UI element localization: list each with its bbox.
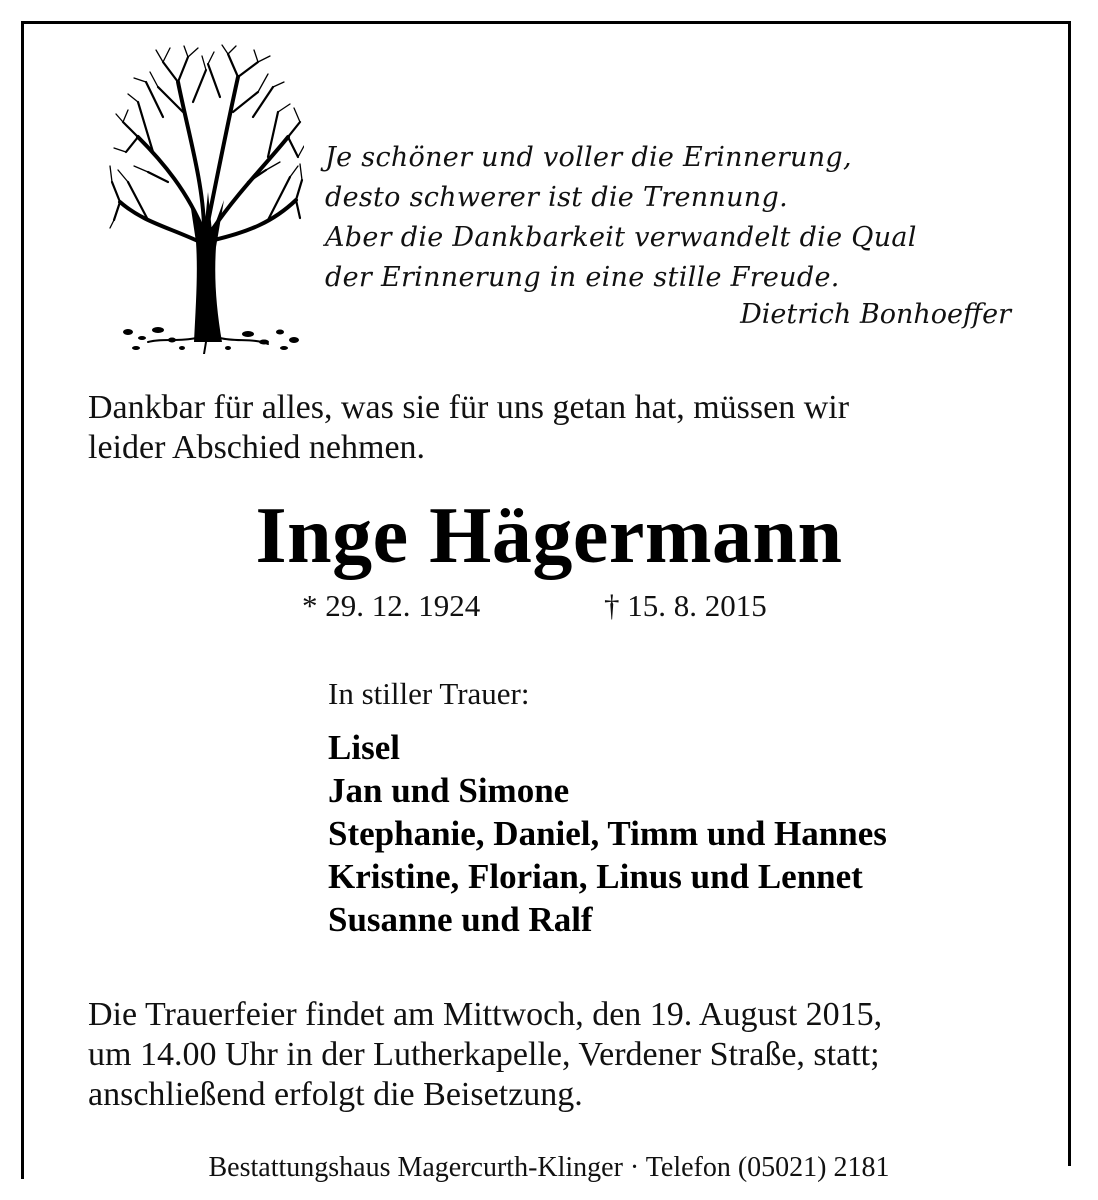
bonhoeffer-quote <box>325 138 1015 298</box>
mourner-name: Kristine, Florian, Linus und Lennet <box>328 857 863 896</box>
mourner-list <box>328 726 887 941</box>
tree-icon <box>108 42 304 354</box>
quote-line: desto schwerer ist die Trennung. <box>325 182 788 213</box>
mourner-name: Stephanie, Daniel, Timm und Hannes <box>328 814 887 853</box>
deceased-name: Inge Hägermann <box>255 492 843 580</box>
mourning-label: In stiller Trauer: <box>328 676 530 711</box>
quote-author: Dietrich Bonhoeffer <box>740 299 1011 330</box>
service-line: anschließend erfolgt die Beisetzung. <box>88 1076 583 1113</box>
service-line: Die Trauerfeier findet am Mittwoch, den 19. August 2015, <box>88 996 883 1033</box>
mourner-name: Susanne und Ralf <box>328 900 593 939</box>
death-date: † 15. 8. 2015 <box>604 588 767 623</box>
funeral-home-footer <box>0 1152 1098 1184</box>
service-info <box>88 995 1048 1115</box>
quote-line: der Erinnerung in eine stille Freude. <box>325 262 840 293</box>
birth-date: * 29. 12. 1924 <box>302 588 481 623</box>
footer-text: Bestattungshaus Magercurth-Klinger · Telefon (05021) 2181 <box>204 1152 893 1183</box>
quote-line: Aber die Dankbarkeit verwandelt die Qual <box>325 222 917 253</box>
quote-line: Je schöner und voller die Erinnerung, <box>325 142 852 173</box>
intro-text <box>88 388 1038 468</box>
service-line: um 14.00 Uhr in der Lutherkapelle, Verdener Straße, statt; <box>88 1036 880 1073</box>
mourner-name: Lisel <box>328 728 400 767</box>
mourner-name: Jan und Simone <box>328 771 570 810</box>
intro-line: leider Abschied nehmen. <box>88 429 426 466</box>
intro-line: Dankbar für alles, was sie für uns getan hat, müssen wir <box>88 389 850 426</box>
